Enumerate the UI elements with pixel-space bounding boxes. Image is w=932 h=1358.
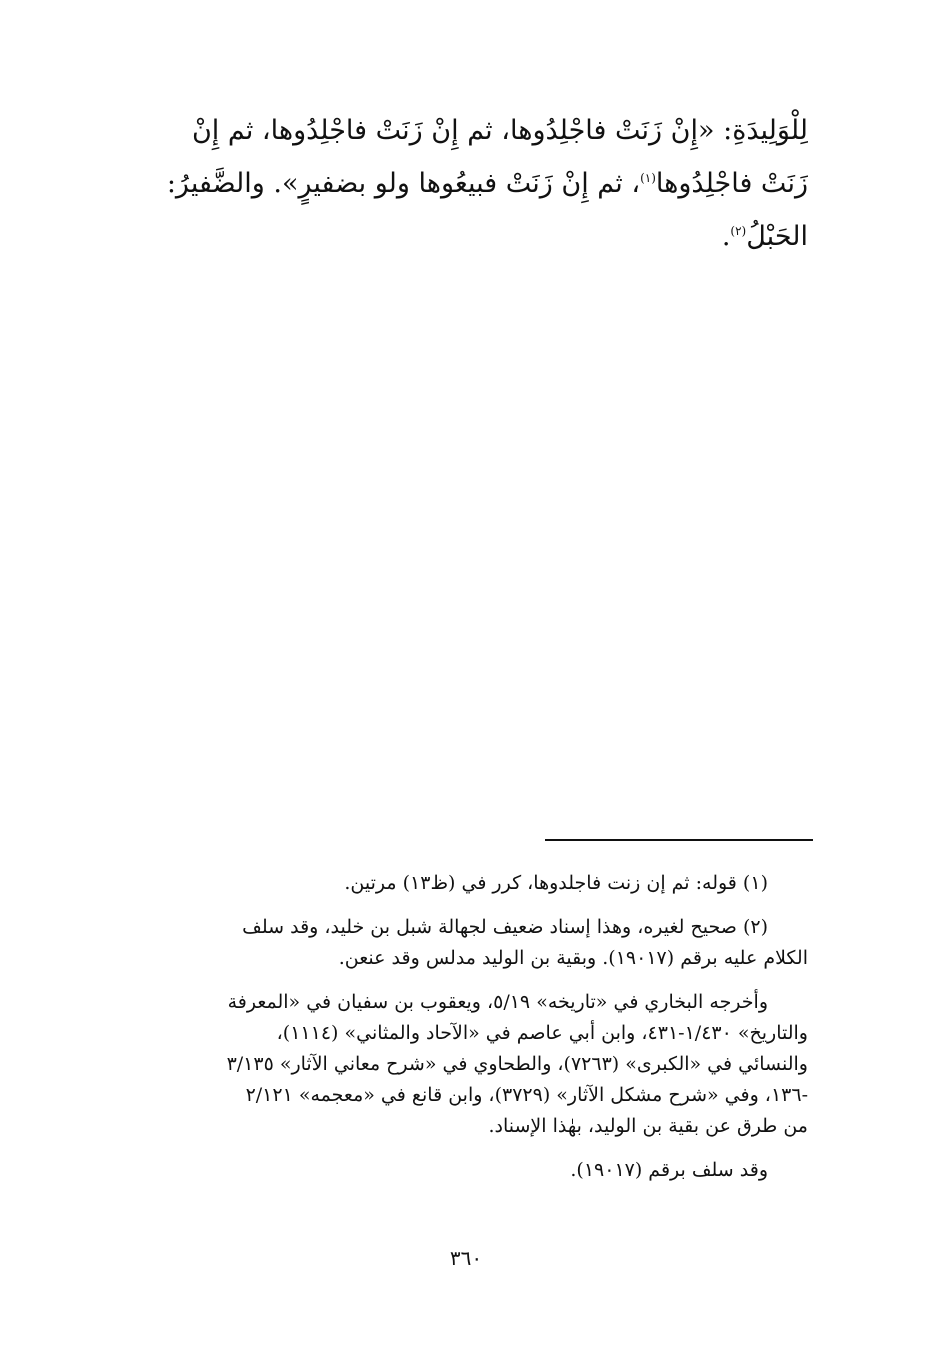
footnote-line: -١٣٦، وفي «شرح مشكل الآثار» (٣٧٢٩)، وابن قانع في «معجمه» ٢/١٢١: [245, 1084, 808, 1106]
main-text-line: [100, 210, 808, 263]
footnote-line: والنسائي في «الكبرى» (٧٢٦٣)، والطحاوي في «شرح معاني الآثار» ٣/١٣٥: [226, 1053, 808, 1075]
main-text-fragment: ، ثم إِنْ زَنَتْ فبيعُوها ولو بضفيرٍ». والضَّفيرُ:: [166, 168, 641, 199]
footnote-line: (٢) صحيح لغيره، وهذا إسناد ضعيف لجهالة شبل بن خليد، وقد سلف: [242, 916, 768, 938]
footnote-2: [100, 912, 808, 974]
footnotes: [100, 868, 808, 1199]
main-text-line: لِلْوَلِيدَةِ: «إِنْ زَنَتْ فاجْلِدُوها، ثم إِنْ زَنَتْ فاجْلِدُوها، ثم إِنْ: [191, 115, 808, 146]
footnote-line: الكلام عليه برقم (١٩٠١٧). وبقية بن الوليد مدلس وقد عنعن.: [338, 947, 808, 969]
footnote-line: (١) قوله: ثم إن زنت فاجلدوها، كرر في (ظ١٣) مرتين.: [344, 872, 768, 894]
main-text-fragment: زَنَتْ فاجْلِدُوها: [655, 168, 808, 199]
main-text-line: [100, 157, 808, 210]
footnote-line: وأخرجه البخاري في «تاريخه» ٥/١٩، ويعقوب بن سفيان في «المعرفة: [227, 991, 768, 1013]
footnote-line: والتاريخ» ١/٤٣٠-٤٣١، وابن أبي عاصم في «الآحاد والمثاني» (١١١٤)،: [276, 1022, 808, 1044]
main-text-fragment: .: [721, 221, 731, 252]
footnote-2-crossref: [100, 1155, 808, 1186]
footnote-separator: [545, 839, 813, 841]
footnote-line: وقد سلف برقم (١٩٠١٧).: [570, 1159, 768, 1181]
footnote-1: [100, 868, 808, 899]
main-text-fragment: الحَبْلُ: [746, 221, 808, 252]
footnote-line: من طرق عن بقية بن الوليد، بهٰذا الإسناد.: [488, 1115, 808, 1137]
footnote-2-sources: [100, 987, 808, 1142]
main-text: [100, 104, 808, 263]
page-number: ٣٦٠: [449, 1246, 483, 1270]
footnote-reference-1[interactable]: (١): [640, 171, 656, 185]
footnote-reference-2[interactable]: (٢): [730, 224, 747, 238]
